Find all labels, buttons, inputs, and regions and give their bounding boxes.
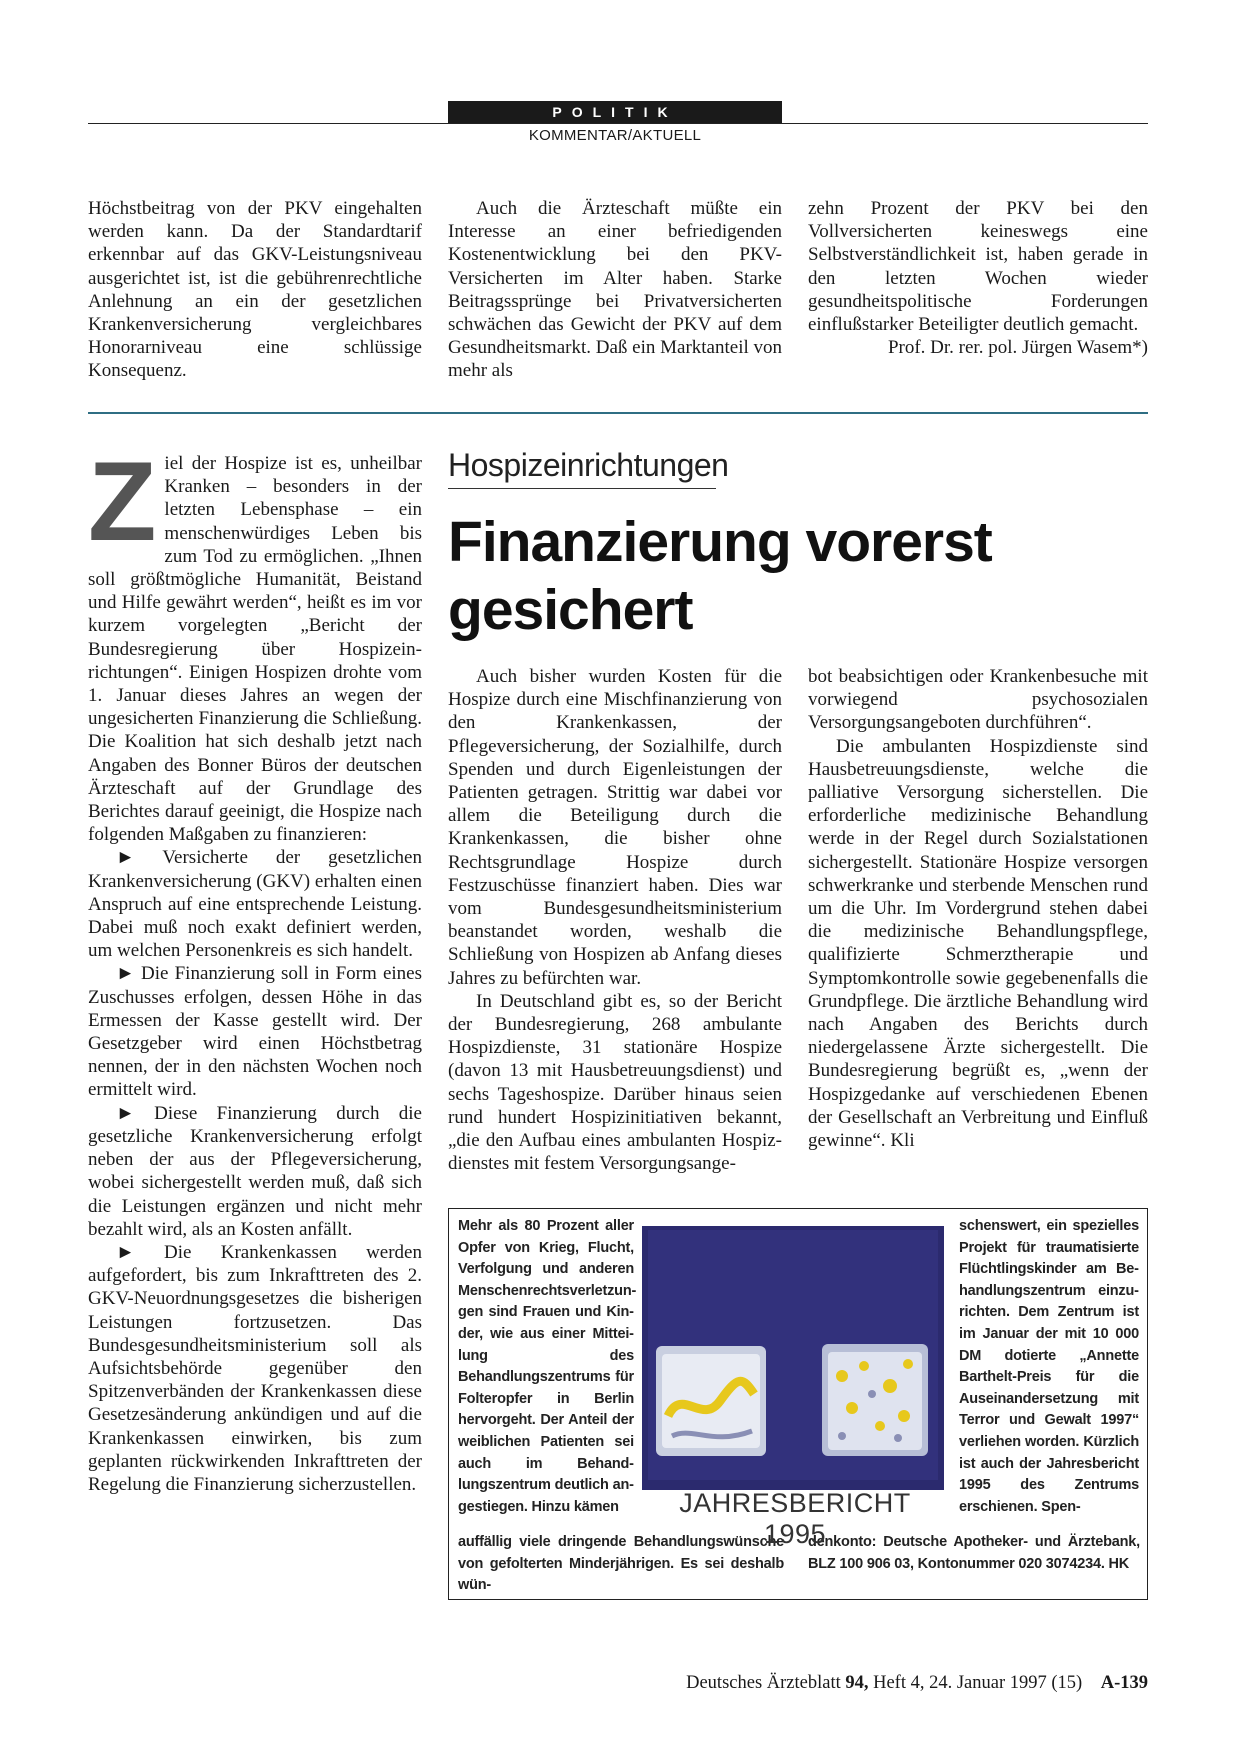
intro-paragraph: iel der Hospize ist es, unheilbar Kranken – besonders in der letzten Lebensphase – ein menschenwürdiges Leben bis zum Tod zu ermöglichen. „Ihnen soll größtmögliche Humanität, Beistand und Hilfe gewährt werden“, heißt es im vor kurzem vorgelegten „Bericht der Bundesregierung über Hospizeinrichtungen“. Einigen Hospizen drohte vom 1. Januar dieses Jahres an wegen der ungesicherten Finanzierung die Schließung. Die Koalition hat sich deshalb jetzt nach Angaben des Bonner Büros der deutschen Ärzteschaft auf der Grundlage des Berichtes darauf geeinigt, die Hospize nach folgenden Maßgaben zu finanzieren: [88,453,422,846]
mid-paragraph-2: In Deutschland gibt es, so der Bericht der Bundesregierung, 268 ambulante Hospizdienste, 31 stationäre Hospize (davon 13 mit Hausbetreuungsdienst) und sechs Tageshospize. Darüber hinaus seien rund hundert Hospizinitiativen bekannt, „die den Aufbau eines ambulanten Hospizdienstes mit festem Versorgungsange- [448,990,782,1175]
page-number: A-139 [1100,1673,1148,1693]
bullet-item: ► Die Finanzierung soll in Form eines Zuschusses erfolgen, dessen Höhe in das Ermessen der Kasse gestellt wird. Der Gesetzgeber wird einen Höchstbetrag nennen, der in den nächsten Wochen noch ermittelt wird. [88,963,422,1101]
right-paragraph-1: bot beabsichtigen oder Krankenbesuche mit vorwiegend psychosozialen Versorgungsangeboten durchführen“. [808,666,1148,734]
top-article-col1-text: Höchstbeitrag von der PKV eingehalten werden kann. Da der Standardtarif erkennbar auf das GKV-Leistungsniveau ausgerichtet ist, ist die gebührenrechtliche Anlehnung an ein der gesetzlichen Krankenversicherung vergleichbares Honorarniveau eine schlüssige Konsequenz. [88,198,422,382]
journal-name: Deutsches Ärzteblatt [686,1673,841,1693]
top-article-col2-text: Auch die Ärzteschaft müßte ein Interesse an einer befriedigenden Kostenentwicklung bei den PKV-Versicherten im Alter haben. Starke Beitragssprünge bei Privatversicherten schwächen das Gewicht der PKV auf dem Gesundheitsmarkt. Daß ein Marktanteil von mehr als [448,198,783,382]
report-cover-image [642,1226,944,1490]
main-article-right-col [808,665,1148,1152]
main-article-left-col [88,439,422,1496]
dropcap-letter: Z [88,439,157,564]
box-right-text: schenswert, ein spezielles Projekt für traumatisierte Flüchtlingskinder am Behandlungszentrum einzurichten. Dem Zentrum ist im Januar der mit 10 000 DM dotierte „Annette Barthelt-Preis für die Auseinandersetzung mit Terror und Gewalt 1997“ verliehen worden. Kürzlich ist auch der Jahresbericht 1995 des Zentrums erschienen. Spen- [959,1218,1139,1515]
box-bottom-left-text: auffällig viele dringende Behandlungswünsche von gefolterten Minderjährigen. Es sei deshalb wün- [458,1534,784,1594]
bullet-item: ► Diese Finanzierung durch die gesetzliche Krankenversicherung erfolgt neben der aus der Pflegeversicherung, wobei sichergestellt werden muß, daß sich die Leistungen ergänzen und nicht mehr bezahlt wird, als an Kosten anfällt. [88,1102,422,1240]
journal-volume: 94, [845,1673,869,1693]
journal-issue: Heft 4, 24. Januar 1997 (15) [873,1673,1083,1693]
article-kicker: Hospizeinrichtungen [448,447,729,483]
article-headline: Finanzierung vorerst gesichert [448,510,992,642]
report-cover-caption: JAHRESBERICHT 1995 [679,1488,911,1549]
painting-artwork [642,1226,944,1490]
bullet-item: ► Versicherte der gesetzlichen Krankenversicherung (GKV) erhalten einen Anspruch auf eine entsprechende Leistung. Dabei muß noch exakt definiert werden, um welchen Personenkreis es sich handelt. [88,847,422,962]
mid-paragraph-1: Auch bisher wurden Kosten für die Hospize durch eine Mischfinanzierung von den Krankenkassen, der Pflegeversicherung, der Sozialhilfe, durch Spenden und durch Eigenleistungen der Patienten getragen. Strittig war dabei vor allem die Beteiligung durch die Krankenkassen, die bisher ohne Rechtsgrundlage Hospize durch Festzuschüsse finanziert haben. Dies war vom Bundesgesundheitsministerium beanstandet worden, weshalb die Schließung von Hospizen ab Anfang dieses Jahres zu befürchten war. [448,666,782,989]
author-signature: Prof. Dr. rer. pol. Jürgen Wasem*) [887,337,1148,359]
subsection-label: KOMMENTAR/AKTUELL [528,127,702,144]
kicker-underline [448,488,716,489]
article-divider [88,412,1148,414]
top-article-col1 [88,197,422,383]
section-label: POLITIK [448,101,782,123]
box-bottom-right-text: denkonto: Deutsche Apotheker- und Ärztebank, BLZ 100 906 03, Kontonummer 020 3074234. HK [808,1534,1140,1572]
top-article-col2 [448,197,782,383]
editor-initials: Kli [890,1130,915,1152]
right-paragraph-2: Die ambulanten Hospizdienste sind Hausbetreuungsdienste, welche die palliative Versorgung sicherstellen. Die erforderliche medizinische Behandlung werde in der Regel durch Sozialstationen sichergestellt. Stationäre Hospize versorgen schwerkranke und sterbende Menschen rund um die Uhr. Im Vordergrund stehen dabei die medizinische Behandlungspflege, qualifizierte Schmerztherapie und Symptomkontrolle sowie gegebenenfalls die Grundpflege. Die ärztliche Behandlung wird nach Angaben des Berichts durch niedergelassene Ärzte sichergestellt. Die Bundesregierung begrüßt es, „wenn der Hospizgedanke auf verschiedenen Ebenen der Gesellschaft an Verbreitung und Einfluß gewinne“. [808,735,1148,1152]
bullet-item: ► Die Krankenkassen werden aufgefordert, bis zum Inkrafttreten des 2. GKV-Neuordnungsgesetzes die bisherigen Leistungen fortzusetzen. Das Bundesgesundheitsministerium soll als Aufsichtsbehörde gegenüber den Spitzenverbänden der Krankenkassen diese Gesetzesänderung ankündigen und auf die Krankenkassen einwirken, bis zum geplanten rückwirkenden Inkrafttreten der Regelung die Finanzierung sicherzustellen. [88,1241,422,1495]
top-article-col3-text: zehn Prozent der PKV bei den Vollversicherten keineswegs eine Selbstverständlichkeit ist, haben gerade in den letzten Wochen wieder gesundheitspolitische Forderungen einflußstarker Beteiligter deutlich gemacht. [808,198,1148,336]
box-left-text: Mehr als 80 Prozent aller Opfer von Krieg, Flucht, Verfolgung und anderen Menschenrechtsverletzungen sind Frauen und Kinder, wie aus einer Mitteilung des Behandlungszentrums für Folteropfer in Berlin hervorgeht. Der Anteil der weiblichen Patienten sei auch im Behandlungszentrum deutlich angestiegen. Hinzu kämen [458,1218,637,1515]
top-article-col3 [808,197,1148,359]
page-footer [600,1673,1148,1694]
main-article-mid-col [448,665,782,1175]
header-rule [88,123,1148,124]
